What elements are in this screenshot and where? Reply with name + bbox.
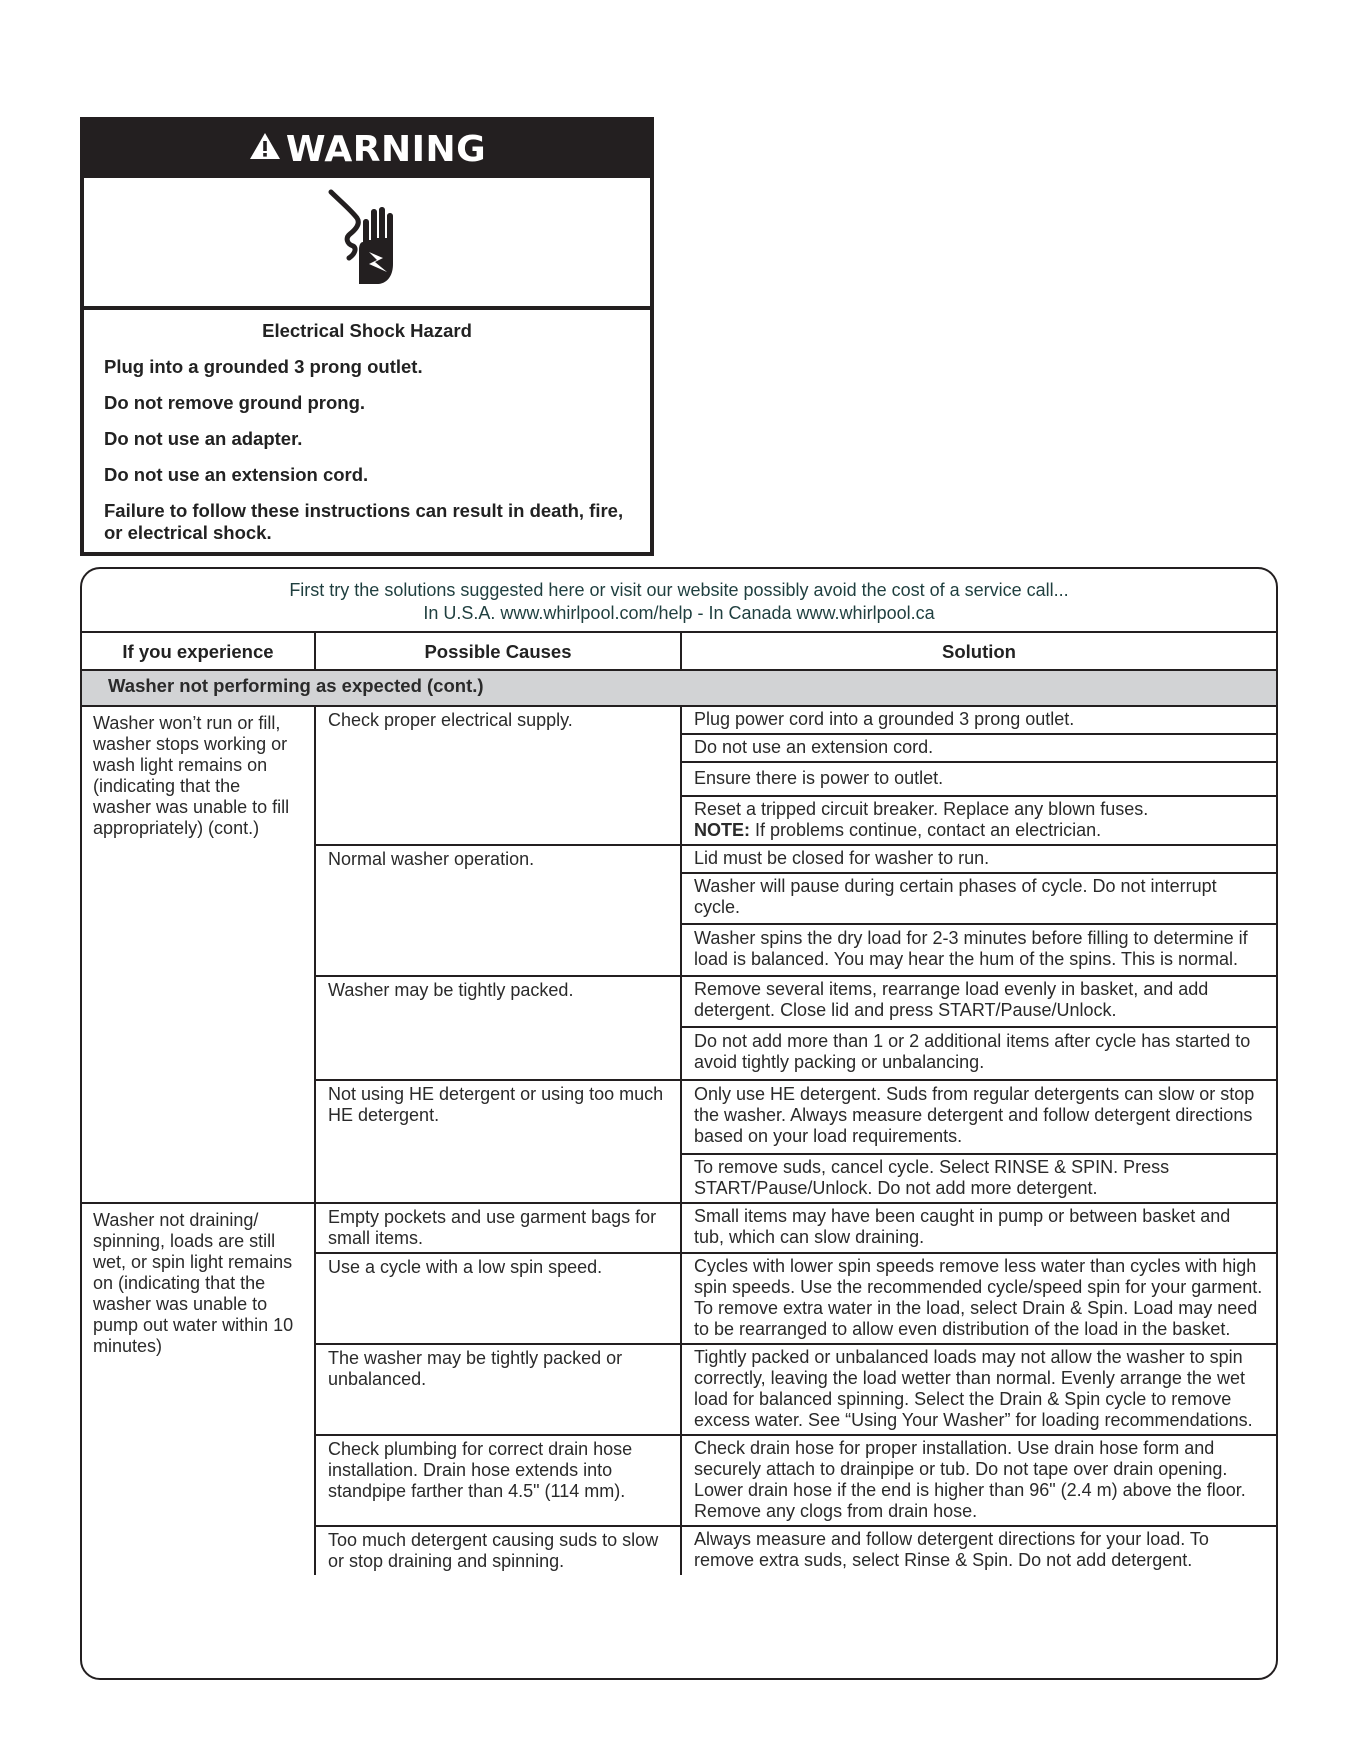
intro-link-line: In U.S.A. www.whirlpool.com/help - In Canada www.whirlpool.ca (423, 603, 935, 623)
note-text: If problems continue, contact an electrician. (750, 820, 1102, 840)
solution-cell: Lid must be closed for washer to run. (681, 845, 1276, 873)
intro-line: First try the solutions suggested here or visit our website possibly avoid the cost of a service call... (289, 580, 1069, 600)
column-header: If you experience (82, 633, 315, 670)
solution-cell: Do not use an extension cord. (681, 734, 1276, 762)
solution-cell: Cycles with lower spin speeds remove less water than cycles with high spin speeds. Use the recommended cycle/speed spin for your garment. To remove extra water in the load, select Drain & Spin. Load may need to be rearranged to allow even distribution of the load in the basket. (681, 1253, 1276, 1344)
note-label: NOTE: (694, 820, 750, 840)
solution-cell (681, 796, 1276, 845)
solution-cell: Always measure and follow detergent directions for your load. To remove extra suds, select Rinse & Spin. Do not add detergent. (681, 1526, 1276, 1575)
column-header: Possible Causes (315, 633, 681, 670)
troubleshooting-table (82, 633, 1276, 1575)
column-header: Solution (681, 633, 1276, 670)
solution-cell: Remove several items, rearrange load evenly in basket, and add detergent. Close lid and press START/Pause/Unlock. (681, 976, 1276, 1027)
solution-note (694, 820, 1264, 841)
solution-cell: Washer spins the dry load for 2-3 minutes before filling to determine if load is balanced. You may hear the hum of the spins. This is normal. (681, 924, 1276, 976)
warning-rule: Plug into a grounded 3 prong outlet. (104, 356, 423, 377)
warning-box (80, 117, 654, 556)
solution-cell: Do not add more than 1 or 2 additional items after cycle has started to avoid tightly packing or unbalancing. (681, 1027, 1276, 1080)
warning-header (84, 121, 650, 178)
solution-cell: Check drain hose for proper installation. Use drain hose form and securely attach to drainpipe or tub. Do not tape over drain opening. Lower drain hose if the end is higher than 96" (2.4 m) above the floor. Remove any clogs from drain hose. (681, 1435, 1276, 1526)
cause-cell: Check proper electrical supply. (315, 706, 681, 845)
table-row (82, 1203, 1276, 1253)
warning-title: WARNING (285, 129, 487, 170)
cause-cell: Washer may be tightly packed. (315, 976, 681, 1080)
section-title: Washer not performing as expected (cont.) (82, 670, 1276, 706)
hazard-symbol-area (84, 178, 650, 310)
warning-rule: Do not use an extension cord. (104, 464, 369, 485)
table-row (82, 706, 1276, 734)
solution-cell: Small items may have been caught in pump or between basket and tub, which can slow draining. (681, 1203, 1276, 1253)
cause-cell: Check plumbing for correct drain hose installation. Drain hose extends into standpipe farther than 4.5" (114 mm). (315, 1435, 681, 1526)
experience-cell: Washer won’t run or fill, washer stops working or wash light remains on (indicating that the washer was unable to fill appropriately) (cont.) (82, 706, 315, 1203)
warning-rule: Do not use an adapter. (104, 428, 303, 449)
cause-cell: The washer may be tightly packed or unbalanced. (315, 1344, 681, 1435)
solution-cell: Only use HE detergent. Suds from regular detergents can slow or stop the washer. Always measure detergent and follow detergent directions based on your load requirements. (681, 1080, 1276, 1154)
solution-cell: To remove suds, cancel cycle. Select RINSE & SPIN. Press START/Pause/Unlock. Do not add more detergent. (681, 1154, 1276, 1203)
warning-body (84, 310, 650, 544)
solution-cell: Washer will pause during certain phases of cycle. Do not interrupt cycle. (681, 873, 1276, 924)
cause-cell: Not using HE detergent or using too much HE detergent. (315, 1080, 681, 1203)
section-row (82, 670, 1276, 706)
troubleshooting-table-frame (80, 567, 1278, 1680)
cause-cell: Normal washer operation. (315, 845, 681, 976)
electrical-shock-hand-icon (317, 188, 417, 297)
warning-rule: Failure to follow these instructions can result in death, fire, or electrical shock. (104, 500, 624, 543)
solution-text: Reset a tripped circuit breaker. Replace any blown fuses. (694, 799, 1149, 819)
cause-cell: Empty pockets and use garment bags for small items. (315, 1203, 681, 1253)
warning-rule: Do not remove ground prong. (104, 392, 366, 413)
solution-cell: Ensure there is power to outlet. (681, 762, 1276, 796)
solution-cell: Tightly packed or unbalanced loads may not allow the washer to spin correctly, leaving the load wetter than normal. Evenly arrange the wet load for balanced spinning. Select the Drain & Spin cycle to remove excess water. See “Using Your Washer” for loading recommendations. (681, 1344, 1276, 1435)
intro-text (82, 569, 1276, 633)
cause-cell: Too much detergent causing suds to slow or stop draining and spinning. (315, 1526, 681, 1575)
solution-cell: Plug power cord into a grounded 3 prong outlet. (694, 709, 1075, 729)
cause-cell: Use a cycle with a low spin speed. (315, 1253, 681, 1344)
hazard-title: Electrical Shock Hazard (262, 320, 472, 341)
table-header-row (82, 633, 1276, 670)
alert-triangle-icon (248, 129, 282, 170)
experience-cell: Washer not draining/ spinning, loads are still wet, or spin light remains on (indicating that the washer was unable to pump out water within 10 minutes) (82, 1203, 315, 1575)
